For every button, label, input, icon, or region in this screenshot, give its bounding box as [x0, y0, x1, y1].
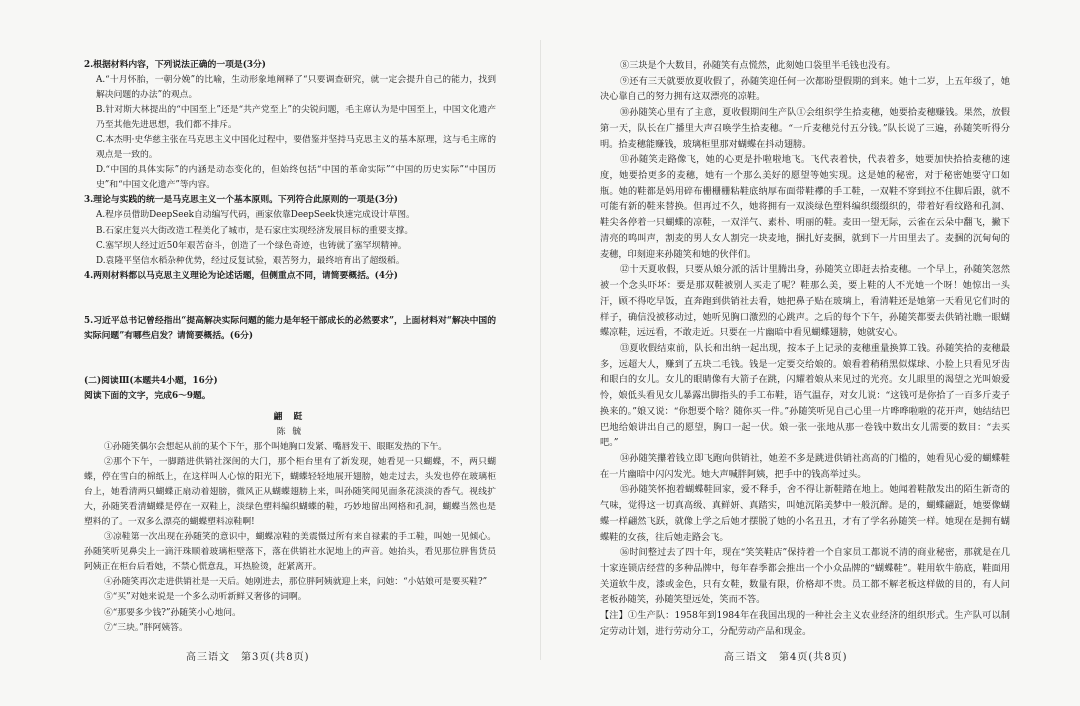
- story-paragraph: ⑦“三块。”胖阿姨答。: [104, 622, 188, 633]
- story-paragraph: ④孙随笑再次走进供销社是一天后。她刚进去，那位胖阿姨就迎上来，问她：“小姑娘可是要买鞋?”: [104, 577, 488, 588]
- page-divider: [540, 40, 541, 660]
- question-2-option-b: B.针对斯大林提出的“中国至上”还是“共产党至上”的尖锐问题，毛主席认为是中国至上，中国文化遗产乃至其他先进思想，我们都不排斥。: [96, 105, 496, 131]
- page-3-column: [84, 58, 496, 636]
- question-3-stem: 3.理论与实践的统一是马克思主义一个基本原则。下列符合此原则的一项是(3分): [84, 195, 398, 206]
- story-paragraph: ⑥“那要多少钱?”孙随笑小心地问。: [104, 607, 241, 618]
- story-paragraph: ⑧三块是个大数目，孙随笑有点慌然，此刻她口袋里半毛钱也没有。: [620, 60, 896, 71]
- page-3-footer: 高三语文 第3页(共8页): [186, 652, 310, 663]
- story-paragraph: ⑫十天夏收假，只要从娘分派的活计里腾出身，孙随笑立即赶去拾麦穗。一个早上，孙随笑忽然被一个念头吓坏：要是那双鞋被别人买走了呢？鞋那么美，要上鞋的人不光她一个呀！她惊出一头汗，顾不得吃早饭，直奔跑到供销社去看，她把鼻子贴在玻璃上，看清鞋还是她第一天看见它们时的样子，确信没被移动过，她听见胸口激烈的心跳声。之后的每个下午，孙随笑都要去供销社瞧一眼蝴蝶凉鞋，远远看，不敢走近。只要在一片幽暗中看见蝴蝶翅膀，她就安心。: [600, 264, 1010, 339]
- story-paragraph: ①孙随笑偶尔会想起从前的某个下午，那个叫她胸口发紧、嘴唇发干、眼眶发热的下午。: [104, 441, 448, 452]
- story-paragraph: ⑨还有三天就要放夏收假了，孙随笑迎任何一次都盼望假期的到来。她十二岁，上五年级了，她决心靠自己的努力拥有这双漂亮的凉鞋。: [600, 75, 1010, 103]
- page-4-footer: 高三语文 第4页(共8页): [724, 652, 848, 663]
- story-paragraph: ⑭孙随笑攥着钱立即飞跑向供销社，她差不多是跳进供销社高高的门槛的，她看见心爱的蝴蝶鞋在一片幽暗中闪闪发光。她大声喊胖阿姨，把手中的钱高举过头。: [600, 452, 1010, 480]
- page-4-column: [600, 58, 1010, 640]
- question-2-stem: 2.根据材料内容，下列说法正确的一项是(3分): [84, 60, 266, 70]
- question-3-option-b: B.石家庄复兴大街改造工程美化了城市，是石家庄实现经济发展目标的重要支撑。: [96, 225, 414, 236]
- question-2-option-c: C.本杰明·史华慈主张在马克思主义中国化过程中，要借鉴并坚持马克思主义的基本原理，这与毛主席的观点是一致的。: [96, 135, 496, 161]
- story-paragraph: ②那个下午，一脚踏进供销社深闺的大门，那个柜台里有了新发现，她看见一只蝴蝶，不，两只蝴蝶，停在雪白的棉纸上，在这样叫人心惊的阳光下，蝴蝶轻轻地展开翅膀，她走过去，头发也停在玻璃柜台上，她看清两只蝴蝶正扇动着翅膀，微风正从蝴蝶翅膀上来，叫孙随笑闻见面条花淡淡的香气。视线扩大，孙随笑看清蝴蝶是停在一双鞋上，淡绿色塑料编织蝴蝶的鞋，巧妙地留出网格和孔洞，蝴蝶当然也是塑料的了。一双多么漂亮的蝴蝶塑料凉鞋啊!: [84, 457, 496, 528]
- footnote: 【注】①生产队：1958年到1984年在我国出现的一种社会主义农业经济的组织形式。生产队可以制定劳动计划，进行劳动分工，分配劳动产品和现金。: [600, 610, 1010, 637]
- question-5: 5.习近平总书记曾经指出“提高解决实际问题的能力是年轻干部成长的必然要求”，上面材料对“解决中国的实际问题”有哪些启发？请简要概括。(6分): [84, 315, 496, 341]
- story-author: 陈 毓: [276, 426, 304, 437]
- story-paragraph: ⑪孙随笑走路像飞，她的心更是扑啦啦地飞。飞代表着快，代表着多，她要加快拾拾麦穗的速度，她要拾更多的麦穗，她有一个那么美好的愿望等她实现。这是她的秘密，对于秘密她要守口如瓶。她的鞋都是妈用碎布栅栅栅粘鞋底纳厚布面带鞋襻的手工鞋，一双鞋不穿到拉不住脚后跟，就不可能有新的鞋来替换。但再过不久，她将拥有一双淡绿色塑料编织缀缀织的，带着好看纹路和孔洞、鞋尖各停着一只蝴蝶的凉鞋，一双洋气、素朴、明丽的鞋。麦田一望无际，云雀在云朵中翻飞，撇下清亮的鸣叫声，割麦的男人女人割完一块麦地，捆扎好麦捆，就到下一片田里去了。麦捆的沉甸甸的麦穗，印刻迎来孙随笑和她的伙伴们。: [600, 154, 1010, 260]
- question-2-option-a: A.“十月怀胎，一朝分娩”的比喻，生动形象地阐释了“只要调查研究，就一定会提升自己的能力，找到解决问题的办法”的观点。: [96, 75, 496, 101]
- question-3-option-c: C.塞罕坝人经过近50年艰苦奋斗，创造了一个绿色奇迹，也铸就了塞罕坝精神。: [96, 240, 407, 251]
- reading-instruction: 阅读下面的文字，完成6～9题。: [84, 390, 211, 401]
- story-paragraph: ⑯时间整过去了四十年，现在“笑笑鞋店”保持着一个自家员工都说不清的商业秘密，那就是在几十家连锁店经营的多种品牌中，每年春季都会推出一个小众品牌的“蝴蝶鞋”。鞋用软牛筋底，鞋面用关道软牛皮，漆或金色，只有女鞋，数量有限，价格却不贵。员工都不解老板这样做的目的，有人问老板孙随笑，孙随笑望远处，笑而不答。: [600, 547, 1010, 606]
- story-paragraph: ⑤“买”对她来说是一个多么动听新鲜又奢侈的词啊。: [104, 592, 307, 603]
- section-heading: (二)阅读Ⅲ(本题共4小题，16分): [84, 375, 218, 386]
- question-4: 4.两则材料都以马克思主义理论为论述话题，但侧重点不同，请简要概括。(4分): [84, 270, 398, 281]
- question-2-option-d: D.“中国的具体实际”的内涵是动态变化的，但始终包括“中国的革命实际”“中国的历史实际”“中国历史”和“中国文化遗产”等内容。: [96, 165, 496, 191]
- story-title: 翩 跹: [273, 411, 307, 422]
- story-paragraph: ⑬夏收假结束前，队长和出纳一起出现，按本子上记录的麦穗重量换算工钱。孙随笑拾的麦穗最多，远超大人，赚到了五块二毛钱。钱是一定要交给娘的。娘看着稍稍黑似煤球、小脸上只看见牙齿和眼白的女儿。女儿的眼睛像有大箭子在跳，闪耀着娘从来见过的光亮。女儿眼里的渴望之光叫娘爱怜，娘低头看见女儿暴露出脚指头的手工布鞋，语气温存，对女儿说：“这钱可是你拾了一百多斤麦子换来的。”娘又说：“你想要个啥？随你买一件。”孙随笑听见自己心里一片哗哗啦啦的花开声，她结结巴巴地给娘讲出自己的愿望，胸口一起一伏。娘一张一张地从那一卷钱中数出女儿需要的数目：“去买吧。”: [600, 342, 1010, 449]
- story-paragraph: ③凉鞋第一次出现在孙随笑的意识中，蝴蝶凉鞋的美震慑过所有来自禄素的手工鞋，叫她一见倾心。孙随笑听见鼻尖上一滴汗珠顺着玻璃柜壁落下，落在供销社水泥地上的声音。她抬头，看见那位胖售货员阿姨正在柜台后看她，不禁心慌意乱，耳热脸烫，赶紧离开。: [84, 532, 496, 573]
- story-paragraph: ⑩孙随笑心里有了主意，夏收假期间生产队①会组织学生拾麦穗，她要拾麦穗赚钱。果然，放假第一天，队长在广播里大声召唤学生拾麦穗。“一斤麦穗兑付五分钱。”队长说了三遍，孙随笑听得分明。拾麦穗能赚钱，玻璃柜里那对蝴蝶在抖动翅膀。: [600, 107, 1010, 150]
- story-paragraph: ⑮孙随笑怀抱着蝴蝶鞋回家，爱不释手，舍不得让新鞋踏在地上。她闻着鞋散发出的陌生新奇的气味，觉得这一切真高级、真鲜妍、真踏实，叫她沉陷美梦中一般沉醉。是的，蝴蝶翩跹，她要像蝴蝶一样翩然飞跃，就像上学之后她才摆脱了她的小名丑丑，才有了学名孙随笑一样。她现在是拥有蝴蝶鞋的女孩，往后她走路会飞。: [600, 484, 1010, 543]
- question-3-option-a: A.程序员借助DeepSeek自动编写代码，画家依靠DeepSeek快速完成设计草图。: [96, 210, 415, 221]
- question-3-option-d: D.袁隆平坚信水稻杂种优势，经过反复试验，艰苦努力，最终培育出了超级稻。: [96, 255, 405, 266]
